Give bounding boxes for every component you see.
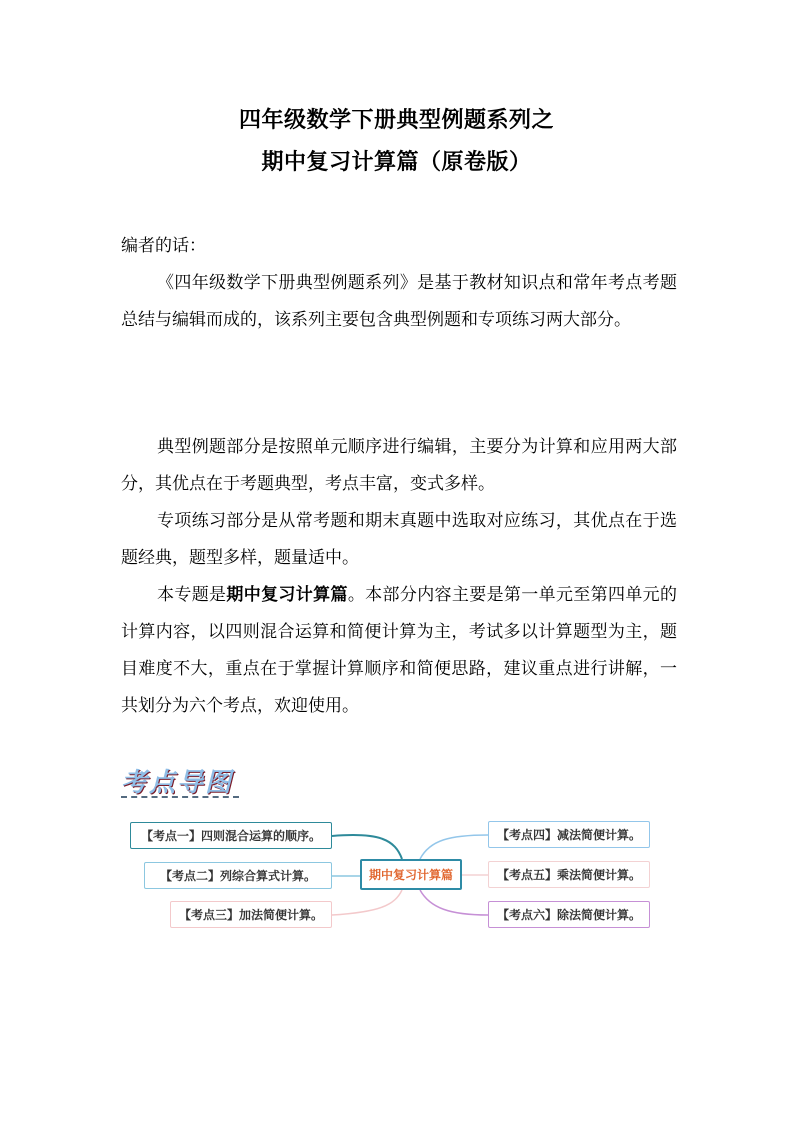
paragraph-practice: 专项练习部分是从常考题和期末真题中选取对应练习，其优点在于选题经典，题型多样，题量适中。 (121, 511, 677, 568)
mindmap-node-3: 【考点三】加法简便计算。 (170, 901, 332, 928)
mindmap-node-1: 【考点一】四则混合运算的顺序。 (130, 822, 332, 849)
paragraph-intro: 《四年级数学下册典型例题系列》是基于教材知识点和常年考点考题总结与编辑而成的，该系列主要包含典型例题和专项练习两大部分。 (121, 273, 677, 330)
mindmap-node-4: 【考点四】减法简便计算。 (488, 821, 650, 848)
mindmap-section-title: 考点导图 (121, 768, 234, 798)
topic-bold: 期中复习计算篇 (226, 585, 348, 605)
mindmap-node-5: 【考点五】乘法简便计算。 (488, 861, 650, 888)
topic-suffix: 。本部分内容主要是第一单元至第四单元的计算内容，以四则混合运算和简便计算为主，考试多以计算题型为主，题目难度不大，重点在于掌握计算顺序和简便思路，建议重点进行讲解，一共划分为六个考点，欢迎使用。 (121, 585, 678, 716)
document-title-line1: 四年级数学下册典型例题系列之 (238, 108, 554, 133)
document-title-line2: 期中复习计算篇（原卷版） (261, 150, 532, 175)
paragraph-examples: 典型例题部分是按照单元顺序进行编辑，主要分为计算和应用两大部分，其优点在于考题典型，考点丰富，变式多样。 (121, 437, 677, 494)
topic-prefix: 本专题是 (157, 585, 227, 605)
mindmap-node-6: 【考点六】除法简便计算。 (488, 901, 650, 928)
mindmap-node-2: 【考点二】列综合算式计算。 (144, 862, 332, 889)
mindmap-center-node: 期中复习计算篇 (360, 859, 462, 890)
editor-heading: 编者的话： (121, 236, 206, 256)
